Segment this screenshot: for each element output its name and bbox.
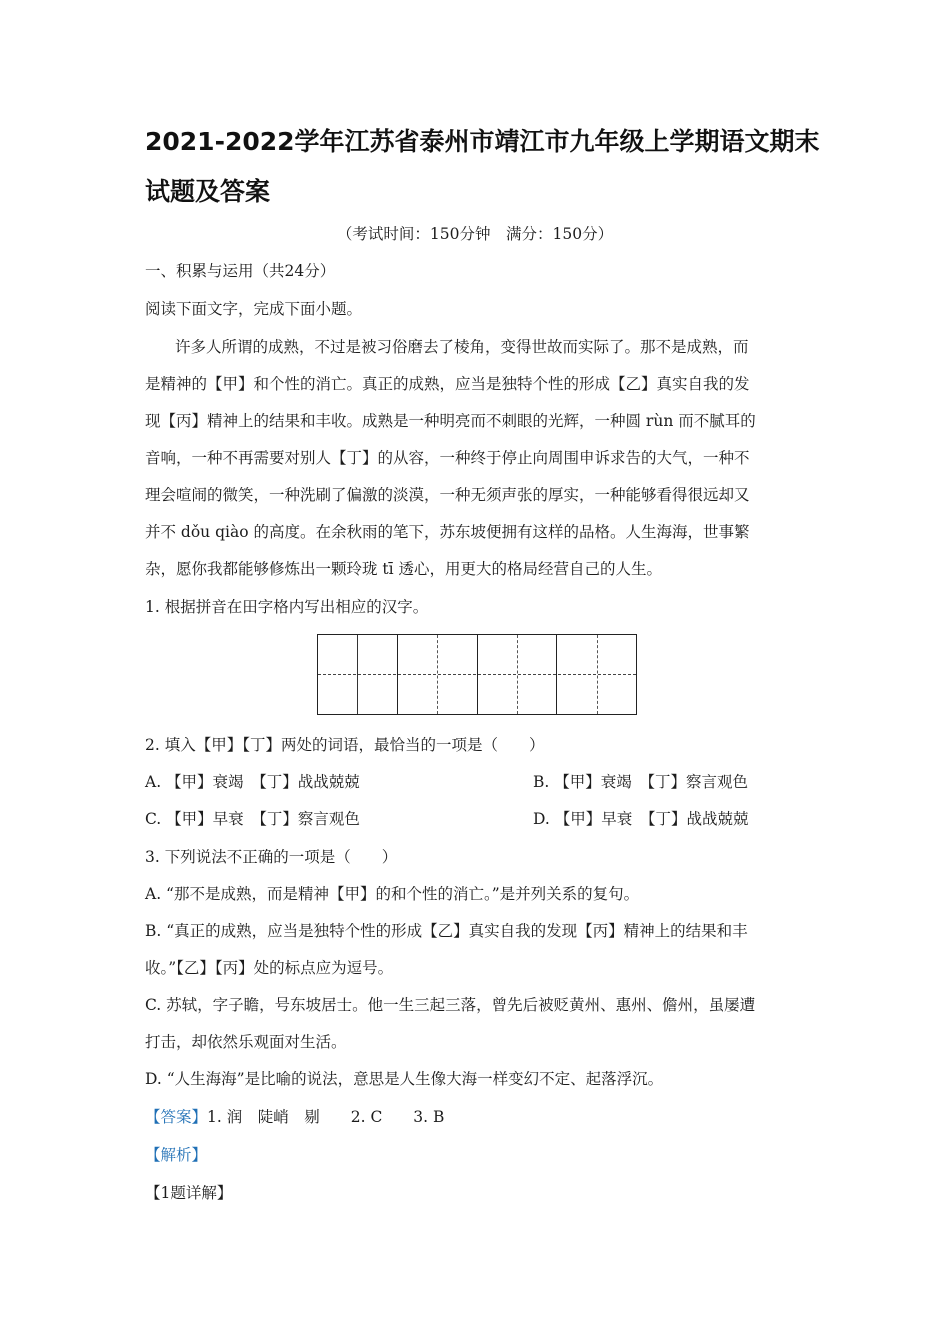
q2-option-b: B. 【甲】衰竭 【丁】察言观色 — [533, 773, 748, 791]
answer-text: 1. 润 陡峭 剔 2. C 3. B — [207, 1108, 445, 1126]
exam-info: （考试时间：150分钟 满分：150分） — [336, 225, 614, 243]
answer-line — [145, 1107, 444, 1127]
q3-option-line: 打击，却依然乐观面对生活。 — [145, 1033, 347, 1051]
question-1: 1. 根据拼音在田字格内写出相应的汉字。 — [145, 598, 429, 616]
passage-line: 现【丙】精神上的结果和丰收。成熟是一种明亮而不刺眼的光辉，一种圆 rùn 而不腻耳的 — [145, 412, 756, 430]
q2-option-d: D. 【甲】早衰 【丁】战战兢兢 — [533, 810, 749, 828]
tianzige-grid — [317, 634, 637, 715]
document-title-line1: 2021-2022学年江苏省泰州市靖江市九年级上学期语文期末 — [145, 127, 820, 156]
q2-option-c: C. 【甲】早衰 【丁】察言观色 — [145, 810, 360, 828]
passage-line: 杂，愿你我都能够修炼出一颗玲珑 tī 透心，用更大的格局经营自己的人生。 — [145, 560, 663, 578]
tianzige-cell — [478, 635, 558, 714]
q3-option-line: C. 苏轼，字子瞻，号东坡居士。他一生三起三落，曾先后被贬黄州、惠州、儋州，虽屡遭 — [145, 996, 756, 1014]
tianzige-cell — [318, 635, 398, 714]
q3-option-line: B. “真正的成熟，应当是独特个性的形成【乙】真实自我的发现【丙】精神上的结果和丰 — [145, 922, 748, 940]
detail-tag: 【1题详解】 — [145, 1184, 233, 1202]
question-2-stem: 2. 填入【甲】【丁】两处的词语，最恰当的一项是（ ） — [145, 736, 545, 754]
q3-option-line: A. “那不是成熟，而是精神【甲】的和个性的消亡。”是并列关系的复句。 — [145, 885, 640, 903]
reading-instruction: 阅读下面文字，完成下面小题。 — [145, 300, 363, 318]
passage-line: 许多人所谓的成熟，不过是被习俗磨去了棱角，变得世故而实际了。那不是成熟，而 — [175, 338, 749, 356]
document-title-line2: 试题及答案 — [145, 177, 271, 206]
analysis-tag: 【解析】 — [145, 1146, 208, 1164]
tianzige-cell — [557, 635, 636, 714]
q3-option-line: 收。”【乙】【丙】处的标点应为逗号。 — [145, 959, 394, 977]
passage-line: 音响，一种不再需要对别人【丁】的从容，一种终于停止向周围申诉求告的大气，一种不 — [145, 449, 750, 467]
passage-line: 并不 dǒu qiào 的高度。在余秋雨的笔下，苏东坡便拥有这样的品格。人生海海，世事繁 — [145, 523, 750, 541]
tianzige-cell — [398, 635, 478, 714]
q3-option-line: D. “人生海海”是比喻的说法，意思是人生像大海一样变幻不定、起落浮沉。 — [145, 1070, 664, 1088]
answer-tag: 【答案】 — [145, 1108, 208, 1126]
passage-line: 是精神的【甲】和个性的消亡。真正的成熟，应当是独特个性的形成【乙】真实自我的发 — [145, 375, 750, 393]
q2-option-a: A. 【甲】衰竭 【丁】战战兢兢 — [145, 773, 360, 791]
passage-line: 理会喧闹的微笑，一种洗刷了偏激的淡漠，一种无须声张的厚实，一种能够看得很远却又 — [145, 486, 750, 504]
question-3-stem: 3. 下列说法不正确的一项是（ ） — [145, 848, 398, 866]
section-heading: 一、积累与运用（共24分） — [145, 262, 336, 280]
